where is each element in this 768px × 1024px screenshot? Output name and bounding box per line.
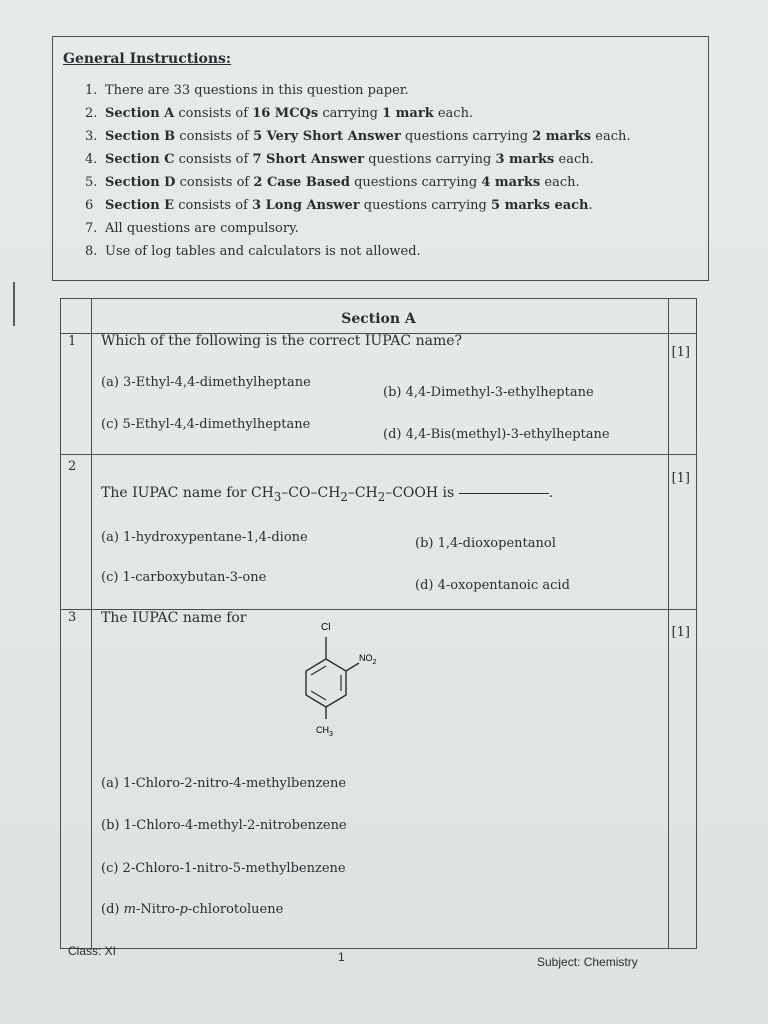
q1-mark: [1] bbox=[671, 345, 690, 360]
instruction-text: 1 mark bbox=[382, 106, 434, 121]
q1-option-a: (a) 3-Ethyl-4,4-dimethylheptane bbox=[101, 375, 311, 390]
chemical-structure bbox=[291, 615, 401, 745]
instruction-text: 16 MCQs bbox=[252, 106, 319, 121]
q3-number: 3 bbox=[68, 610, 77, 625]
nitro-label-text: NO bbox=[359, 653, 373, 663]
instruction-text: Section E bbox=[105, 198, 175, 213]
instruction-text: 7 Short Answer bbox=[252, 152, 365, 167]
q2-subscript: 2 bbox=[340, 489, 348, 504]
instruction-item bbox=[85, 125, 698, 148]
q2-mark: [1] bbox=[671, 471, 690, 486]
q1-text: Which of the following is the correct IUPAC name? bbox=[101, 333, 463, 349]
q1-option-b: (b) 4,4-Dimethyl-3-ethylheptane bbox=[383, 385, 594, 400]
q2-option-c: (c) 1-carboxybutan-3-one bbox=[101, 570, 267, 585]
q1-option-d: (d) 4,4-Bis(methyl)-3-ethylheptane bbox=[383, 427, 610, 442]
instruction-text: All questions are compulsory. bbox=[105, 221, 299, 236]
instruction-number: 2. bbox=[85, 106, 98, 121]
instruction-text: 4 marks bbox=[481, 175, 541, 190]
q1-number: 1 bbox=[68, 334, 77, 349]
instruction-text: 5 Very Short Answer bbox=[253, 129, 401, 144]
section-title-text: Section A bbox=[341, 311, 416, 327]
nitro-label bbox=[359, 653, 377, 666]
methyl-label bbox=[316, 725, 333, 738]
instruction-text: questions carrying bbox=[349, 175, 482, 190]
instruction-number: 4. bbox=[85, 152, 98, 167]
chloro-label: Cl bbox=[321, 622, 331, 633]
methyl-subscript: 3 bbox=[329, 731, 333, 738]
instruction-text: 3 Long Answer bbox=[252, 198, 360, 213]
q3-option-d-italic: p bbox=[179, 902, 188, 917]
q3-mark: [1] bbox=[671, 625, 690, 640]
number-column-divider bbox=[91, 299, 92, 948]
instruction-text: each. bbox=[540, 175, 580, 190]
instruction-text: Section C bbox=[105, 152, 175, 167]
instruction-text: consists of bbox=[174, 106, 253, 121]
q2-text-part: –COOH is bbox=[385, 485, 455, 501]
q3-text: The IUPAC name for bbox=[101, 610, 247, 626]
q1-option-c: (c) 5-Ethyl-4,4-dimethylheptane bbox=[101, 417, 311, 432]
methyl-label-text: CH bbox=[316, 725, 329, 735]
q1-divider bbox=[61, 454, 696, 455]
q2-subscript: 2 bbox=[377, 489, 386, 504]
margin-pen-mark bbox=[13, 282, 15, 326]
q2-option-b: (b) 1,4-dioxopentanol bbox=[415, 536, 556, 551]
instruction-text: There are 33 questions in this question paper. bbox=[105, 83, 409, 98]
q3-option-d-part: (d) bbox=[101, 902, 124, 917]
instruction-text: consists of bbox=[175, 129, 254, 144]
instructions-title: General Instructions: bbox=[63, 51, 232, 67]
instruction-text: 2 marks bbox=[532, 129, 592, 144]
instruction-item bbox=[85, 102, 698, 125]
q2-text-part: –CH bbox=[347, 485, 378, 501]
instruction-item bbox=[85, 240, 698, 263]
instructions-list bbox=[63, 79, 698, 263]
q2-text-part: The IUPAC name for CH bbox=[101, 485, 274, 501]
instruction-text: consists of bbox=[175, 175, 254, 190]
q2-text-part: . bbox=[548, 485, 554, 501]
section-title bbox=[61, 311, 696, 327]
q3-option-d-part: -Nitro- bbox=[135, 902, 180, 917]
instruction-text: Use of log tables and calculators is not allowed. bbox=[105, 244, 421, 259]
q3-option-d bbox=[101, 902, 283, 917]
marks-column-divider bbox=[668, 299, 669, 948]
section-a-table bbox=[60, 298, 697, 949]
instruction-number: 5. bbox=[85, 175, 98, 190]
instruction-text: consists of bbox=[174, 152, 253, 167]
instruction-text: each. bbox=[433, 106, 474, 121]
q2-subscript: 3 bbox=[273, 489, 282, 504]
q2-option-a: (a) 1-hydroxypentane-1,4-dione bbox=[101, 530, 308, 545]
instruction-text: Section B bbox=[105, 129, 176, 144]
q3-option-d-part: -chlorotoluene bbox=[187, 902, 284, 917]
instruction-item bbox=[85, 79, 698, 102]
instruction-number: 7. bbox=[85, 221, 98, 236]
instruction-text: carrying bbox=[318, 106, 383, 121]
instruction-number: 6 bbox=[85, 198, 94, 213]
instruction-text: questions carrying bbox=[400, 129, 533, 144]
instruction-number: 8. bbox=[85, 244, 98, 259]
q3-option-d-italic: m bbox=[123, 902, 136, 917]
instruction-text: 2 Case Based bbox=[253, 175, 350, 190]
instruction-item bbox=[85, 217, 698, 240]
instruction-text: consists of bbox=[174, 198, 252, 213]
answer-blank bbox=[459, 493, 549, 494]
instruction-text: questions carrying bbox=[359, 198, 491, 213]
instruction-text: 5 marks each bbox=[491, 198, 589, 213]
instruction-item bbox=[85, 194, 698, 217]
q3-option-b: (b) 1-Chloro-4-methyl-2-nitrobenzene bbox=[101, 818, 347, 833]
q3-option-c: (c) 2-Chloro-1-nitro-5-methylbenzene bbox=[101, 861, 346, 876]
footer-page-number: 1 bbox=[338, 950, 345, 964]
instruction-text: 3 marks bbox=[495, 152, 555, 167]
instruction-text: Section D bbox=[105, 175, 176, 190]
instruction-text: each. bbox=[554, 152, 594, 167]
q3-option-a: (a) 1-Chloro-2-nitro-4-methylbenzene bbox=[101, 776, 347, 791]
q2-text bbox=[101, 485, 553, 504]
instruction-text: questions carrying bbox=[364, 152, 496, 167]
q2-text-part: –CO–CH bbox=[281, 485, 341, 501]
instruction-text: Section A bbox=[105, 106, 175, 121]
nitro-bond bbox=[346, 663, 359, 671]
footer-subject: Subject: Chemistry bbox=[537, 955, 638, 969]
instruction-item bbox=[85, 148, 698, 171]
q2-number: 2 bbox=[68, 459, 77, 474]
footer-class: Class: XI bbox=[68, 944, 117, 958]
instruction-number: 1. bbox=[85, 83, 98, 98]
instruction-number: 3. bbox=[85, 129, 98, 144]
q2-option-d: (d) 4-oxopentanoic acid bbox=[415, 578, 570, 593]
instruction-item bbox=[85, 171, 698, 194]
general-instructions-box bbox=[52, 36, 709, 281]
instruction-text: . bbox=[588, 198, 593, 213]
nitro-subscript: 2 bbox=[372, 659, 377, 666]
instruction-text: each. bbox=[591, 129, 631, 144]
